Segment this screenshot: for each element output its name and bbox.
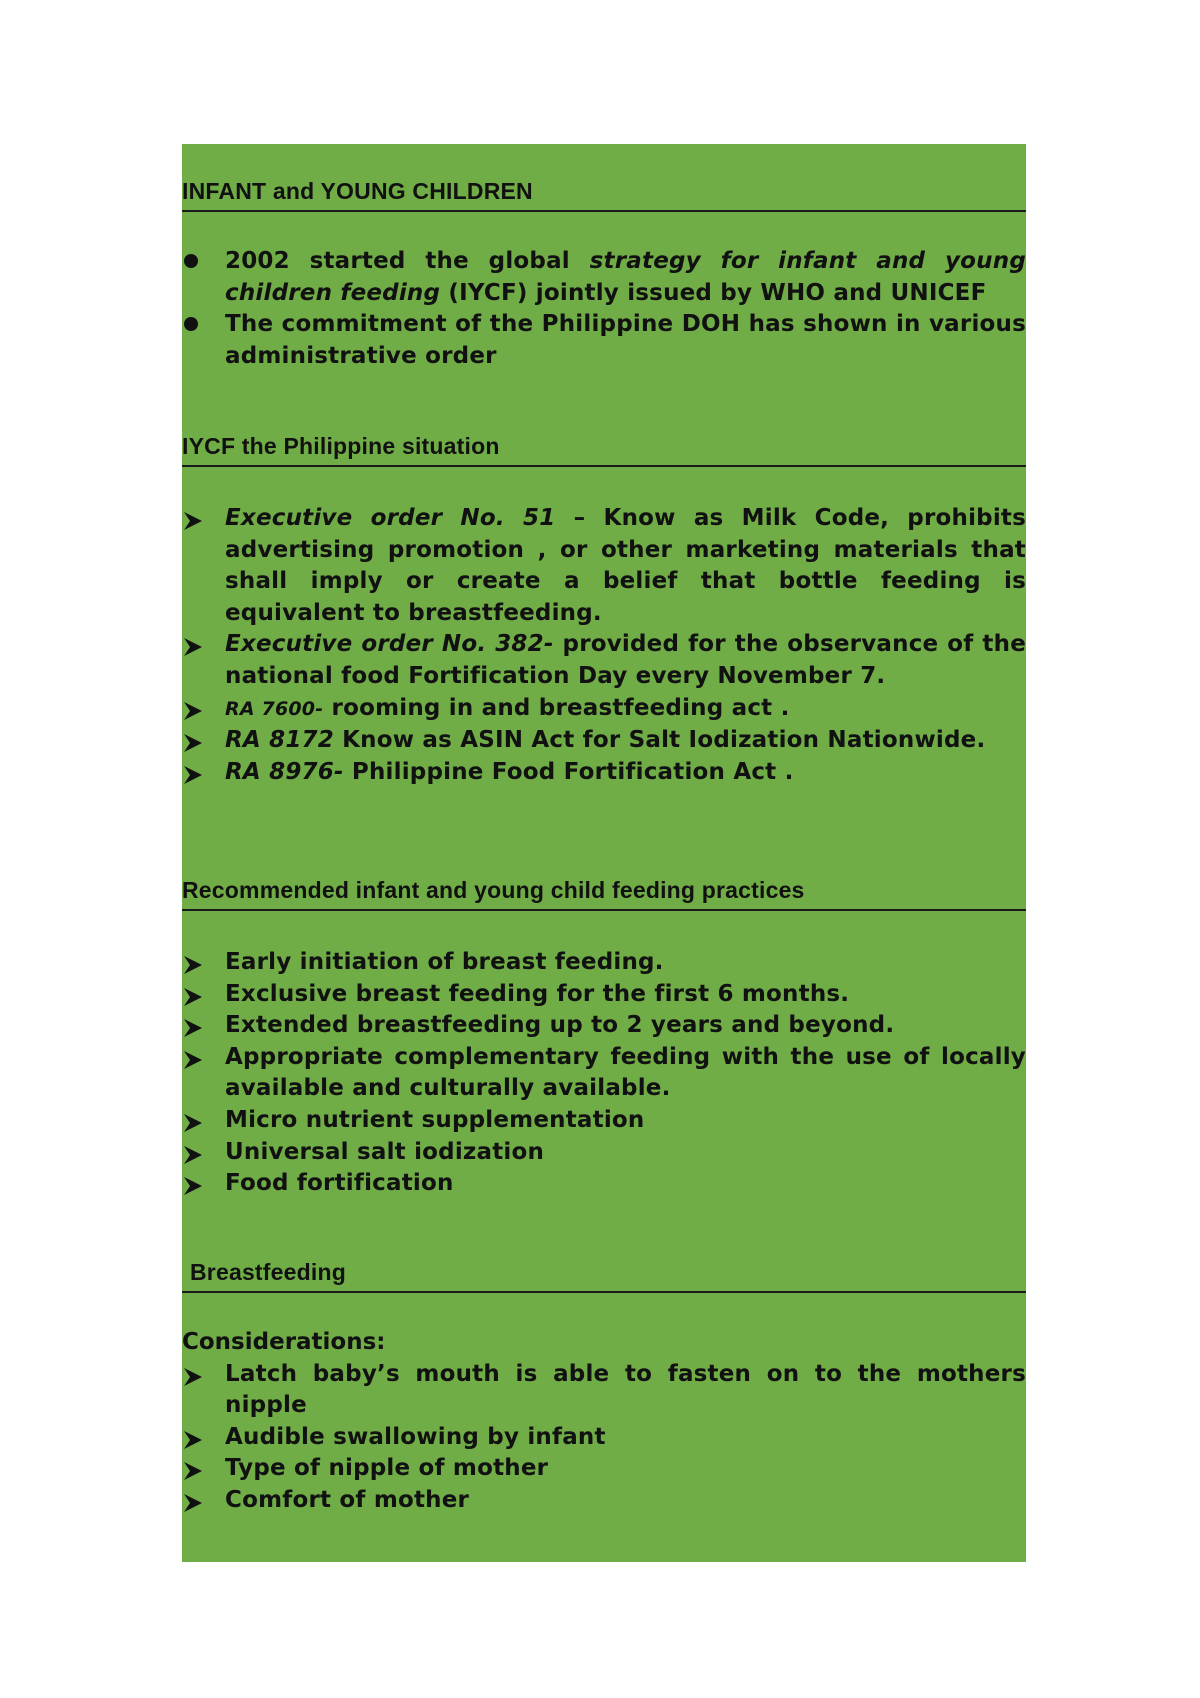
section-iycf-philippine-situation [182,431,1026,788]
divider [182,465,1026,467]
list-item: Executive order No. 51 – Know as Milk Code, prohibits advertising promotion , or other marketing materials that shall imply or create a belief that bottle feeding is equivalent to breastfeeding. [182,503,1026,629]
divider [182,909,1026,911]
arrow-list [182,503,1026,788]
section-heading: IYCF the Philippine situation [182,433,500,459]
section-heading: Recommended infant and young child feeding practices [182,877,805,903]
arrow-bullet-icon [183,763,203,795]
list-item: RA 8976- Philippine Food Fortification Act . [182,757,1026,789]
arrow-bullet-icon [183,509,203,541]
list-item: Micro nutrient supplementation [182,1105,1026,1137]
divider [182,210,1026,212]
list-item: Comfort of mother [182,1485,1026,1517]
list-item: Exclusive breast feeding for the first 6 months. [182,979,1026,1011]
list-item: Universal salt iodization [182,1137,1026,1169]
divider [182,1291,1026,1293]
list-item: 2002 started the global strategy for infant and young children feeding (IYCF) jointly issued by WHO and UNICEF [182,246,1026,309]
dot-icon [184,254,198,268]
list-item: Extended breastfeeding up to 2 years and beyond. [182,1010,1026,1042]
arrow-list [182,1359,1026,1517]
green-panel [182,144,1026,1562]
section-heading: INFANT and YOUNG CHILDREN [182,178,533,204]
bullet-list [182,246,1026,372]
section-recommended-practices [182,875,1026,1200]
list-item: Executive order No. 382- provided for the observance of the national food Fortification Day every November 7. [182,629,1026,692]
list-item: Latch baby’s mouth is able to fasten on to the mothers nipple [182,1359,1026,1422]
arrow-bullet-icon [183,635,203,667]
list-item: RA 8172 Know as ASIN Act for Salt Iodization Nationwide. [182,725,1026,757]
list-item: Early initiation of breast feeding. [182,947,1026,979]
list-item: The commitment of the Philippine DOH has shown in various administrative order [182,309,1026,372]
list-item: Audible swallowing by infant [182,1422,1026,1454]
dot-icon [184,317,198,331]
list-item: Appropriate complementary feeding with the use of locally available and culturally available. [182,1042,1026,1105]
arrow-bullet-icon [183,1048,203,1080]
arrow-bullet-icon [183,1365,203,1397]
list-item: RA 7600- rooming in and breastfeeding act . [182,693,1026,726]
arrow-bullet-icon [183,1491,203,1523]
section-heading: Breastfeeding [190,1259,346,1285]
section-breastfeeding [182,1257,1026,1517]
list-item: Food fortification [182,1168,1026,1200]
arrow-bullet-icon [183,1174,203,1206]
arrow-list [182,947,1026,1200]
considerations-label: Considerations: [182,1329,386,1355]
section-infant-young-children [182,176,1026,372]
list-item: Type of nipple of mother [182,1453,1026,1485]
